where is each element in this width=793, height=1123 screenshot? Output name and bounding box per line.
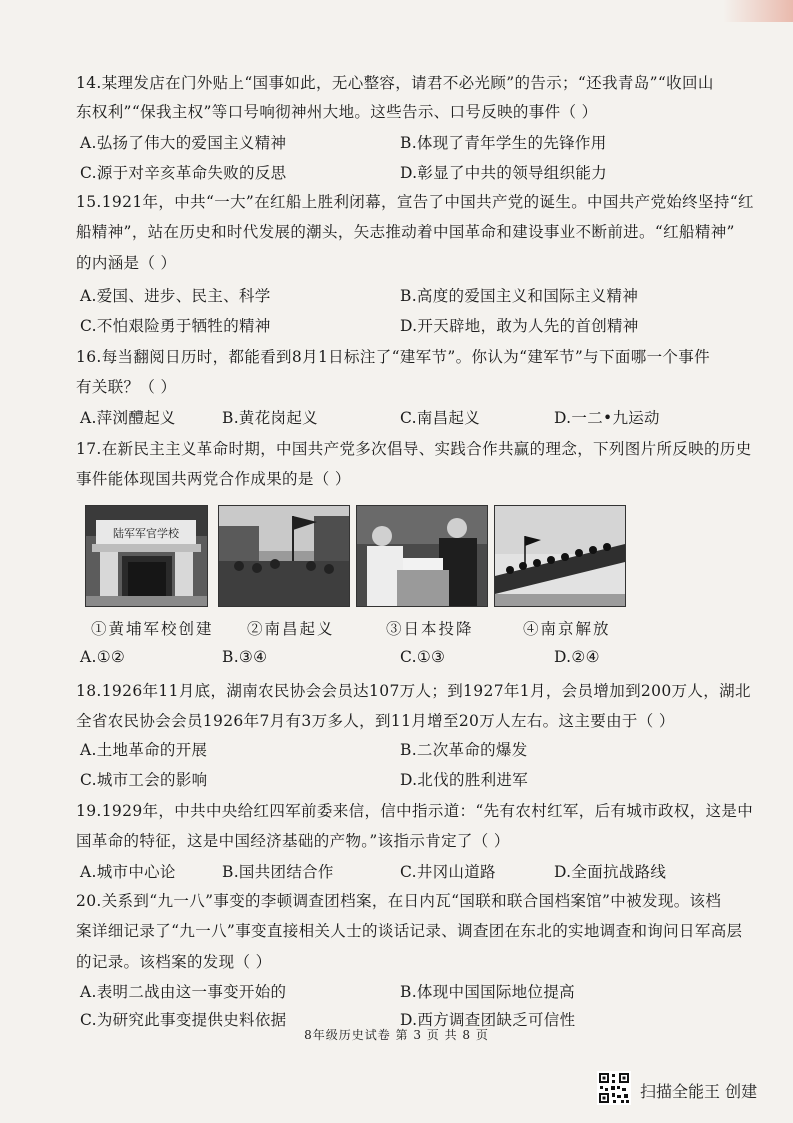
corner-stain: [723, 0, 793, 22]
q17-option-c: C.①③: [400, 648, 446, 666]
q19-option-d: D.全面抗战路线: [554, 863, 667, 881]
q14-option-d: D.彰显了中共的领导组织能力: [400, 164, 608, 182]
q15-option-c: C.不怕艰险勇于牺牲的精神: [80, 317, 271, 335]
q15-stem-line-3: 的内涵是（ ）: [76, 254, 177, 272]
q16-option-d: D.一二•九运动: [554, 409, 660, 427]
q15-option-d: D.开天辟地，敢为人先的首创精神: [400, 317, 639, 335]
q15-option-b: B.高度的爱国主义和国际主义精神: [400, 287, 639, 305]
q16-option-a: A.萍浏醴起义: [80, 409, 176, 427]
q18-option-b: B.二次革命的爆发: [400, 741, 528, 759]
photo-whampoa-academy: [85, 505, 208, 607]
q18-stem-line-2: 全省农民协会会员1926年7月有3万多人，到11月增至20万人左右。这主要由于（ ）: [76, 712, 675, 730]
q20-stem-line-1: 20.关系到“九一八”事变的李顿调查团档案，在日内瓦“国联和联合国档案馆”中被发现。该档: [76, 892, 722, 910]
q14-option-c: C.源于对辛亥革命失败的反思: [80, 164, 287, 182]
q14-stem-line-1: 14.某理发店在门外贴上“国事如此，无心整容，请君不必光顾”的告示；“还我青岛”“收回山: [76, 74, 714, 92]
q18-stem-line-1: 18.1926年11月底，湖南农民协会会员达107万人；到1927年1月，会员增加到200万人，湖北: [76, 682, 751, 700]
q14-option-b: B.体现了青年学生的先锋作用: [400, 134, 607, 152]
photo-nanchang-uprising: [218, 505, 350, 607]
page-footer: 8年级历史试卷 第 3 页 共 8 页: [304, 1028, 489, 1042]
q20-option-b: B.体现中国国际地位提高: [400, 983, 575, 1001]
q20-stem-line-3: 的记录。该档案的发现（ ）: [76, 953, 272, 971]
q17-option-a: A.①②: [80, 648, 126, 666]
q19-stem-line-2: 国革命的特征，这是中国经济基础的产物。”该指示肯定了（ ）: [76, 832, 510, 850]
q17-option-d: D.②④: [554, 648, 600, 666]
q15-stem-line-2: 船精神”，站在历史和时代发展的潮头，矢志推动着中国革命和建设事业不断前进。“红船精神”: [76, 223, 735, 241]
q16-stem-line-2: 有关联？（ ）: [76, 378, 177, 396]
q17-caption-2: ②南昌起义: [247, 620, 335, 638]
q19-option-a: A.城市中心论: [80, 863, 176, 881]
q17-option-b: B.③④: [222, 648, 268, 666]
q16-option-c: C.南昌起义: [400, 409, 481, 427]
scanner-watermark: 扫描全能王 创建: [640, 1082, 758, 1101]
q15-option-a: A.爱国、进步、民主、科学: [80, 287, 271, 305]
q20-option-a: A.表明二战由这一事变开始的: [80, 983, 287, 1001]
photo-japan-surrender: [356, 505, 488, 607]
q17-caption-4: ④南京解放: [523, 620, 611, 638]
q14-stem-line-2: 东权利”“保我主权”等口号响彻神州大地。这些告示、口号反映的事件（ ）: [76, 103, 598, 121]
q17-caption-1: ①黄埔军校创建: [91, 620, 214, 638]
q18-option-c: C.城市工会的影响: [80, 771, 208, 789]
whampoa-sign-text: 陆军军官学校: [113, 527, 179, 540]
q20-option-d: D.西方调查团缺乏可信性: [400, 1011, 576, 1029]
q17-stem-line-2: 事件能体现国共两党合作成果的是（ ）: [76, 470, 351, 488]
photo-nanjing-liberation: [494, 505, 626, 607]
q14-option-a: A.弘扬了伟大的爱国主义精神: [80, 134, 287, 152]
q17-caption-3: ③日本投降: [386, 620, 474, 638]
q20-stem-line-2: 案详细记录了“九一八”事变直接相关人士的谈话记录、调查团在东北的实地调查和询问日军高层: [76, 922, 743, 940]
q20-option-c: C.为研究此事变提供史料依据: [80, 1011, 287, 1029]
q19-option-b: B.国共团结合作: [222, 863, 334, 881]
q19-option-c: C.井冈山道路: [400, 863, 496, 881]
q15-stem-line-1: 15.1921年，中共“一大”在红船上胜利闭幕，宣告了中国共产党的诞生。中国共产党始终坚持“红: [76, 193, 754, 211]
q18-option-a: A.土地革命的开展: [80, 741, 208, 759]
qr-code-icon: [597, 1071, 631, 1105]
q16-stem-line-1: 16.每当翻阅日历时，都能看到8月1日标注了“建军节”。你认为“建军节”与下面哪一个事件: [76, 348, 710, 366]
q19-stem-line-1: 19.1929年，中共中央给红四军前委来信，信中指示道：“先有农村红军，后有城市政权，这是中: [76, 802, 754, 820]
q18-option-d: D.北伐的胜利进军: [400, 771, 529, 789]
q17-stem-line-1: 17.在新民主主义革命时期，中国共产党多次倡导、实践合作共赢的理念，下列图片所反映的历史: [76, 440, 752, 458]
q16-option-b: B.黄花岗起义: [222, 409, 318, 427]
